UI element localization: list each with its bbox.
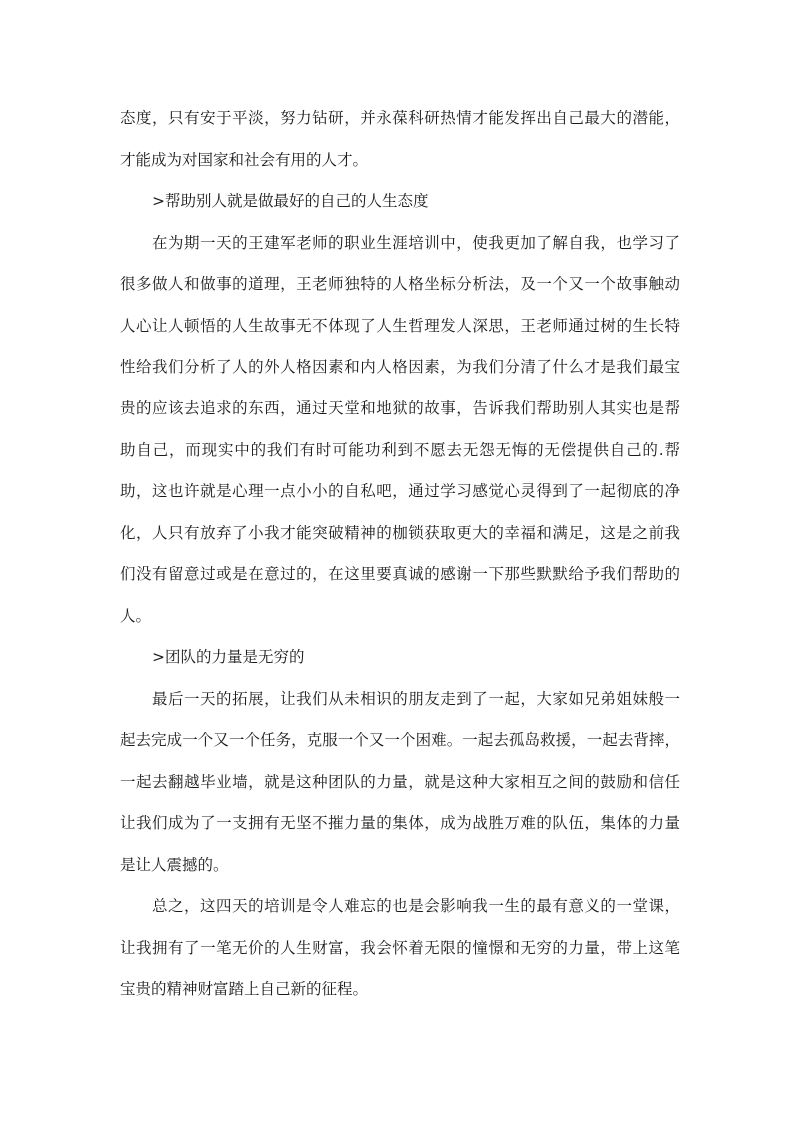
text-line: 贵的应该去追求的东西，通过天堂和地狱的故事，告诉我们帮助别人其实也是帮	[120, 399, 680, 417]
text-line: 人心让人顿悟的人生故事无不体现了人生哲理发人深思，王老师通过树的生长特	[120, 317, 680, 335]
text-line: 宝贵的精神财富踏上自己新的征程。	[120, 980, 369, 998]
text-line: 们没有留意过或是在意过的，在这里要真诚的感谢一下那些默默给予我们帮助的	[120, 565, 680, 583]
text-line: 一起去翻越毕业墙，就是这种团队的力量，就是这种大家相互之间的鼓励和信任	[120, 773, 680, 791]
text-line: 总之，这四天的培训是令人难忘的也是会影响我一生的最有意义的一堂课，	[152, 897, 680, 915]
text-line: 让我拥有了一笔无价的人生财富，我会怀着无限的憧憬和无穷的力量，带上这笔	[120, 939, 680, 957]
text-line: 人。	[120, 607, 152, 625]
text-line: 助，这也许就是心理一点小小的自私吧，通过学习感觉心灵得到了一起彻底的净	[120, 482, 680, 500]
text-line: 是让人震撼的。	[120, 856, 229, 874]
text-line: 让我们成为了一支拥有无坚不摧力量的集体，成为战胜万难的队伍，集体的力量	[120, 814, 680, 832]
text-line: 态度，只有安于平淡，努力钻研，并永葆科研热情才能发挥出自己最大的潜能，	[120, 109, 680, 127]
heading-text: >团队的力量是无穷的	[152, 648, 305, 666]
text-line: 化，人只有放弃了小我才能突破精神的枷锁获取更大的幸福和满足，这是之前我	[120, 524, 680, 542]
text-line: 在为期一天的王建军老师的职业生涯培训中，使我更加了解自我，也学习了	[152, 234, 680, 252]
text-line: 助自己，而现实中的我们有时可能功利到不愿去无怨无悔的无偿提供自己的.帮	[120, 441, 680, 459]
text-line: 最后一天的拓展，让我们从未相识的朋友走到了一起，大家如兄弟姐妹般一	[152, 690, 680, 708]
text-line: 很多做人和做事的道理，王老师独特的人格坐标分析法，及一个又一个故事触动	[120, 275, 680, 293]
text-line: 才能成为对国家和社会有用的人才。	[120, 151, 369, 169]
heading-text: >帮助别人就是做最好的自己的人生态度	[152, 192, 429, 210]
text-line: 性给我们分析了人的外人格因素和内人格因素，为我们分清了什么才是我们最宝	[120, 358, 680, 376]
text-line: 起去完成一个又一个任务，克服一个又一个困难。一起去孤岛救援，一起去背摔，	[120, 731, 680, 749]
